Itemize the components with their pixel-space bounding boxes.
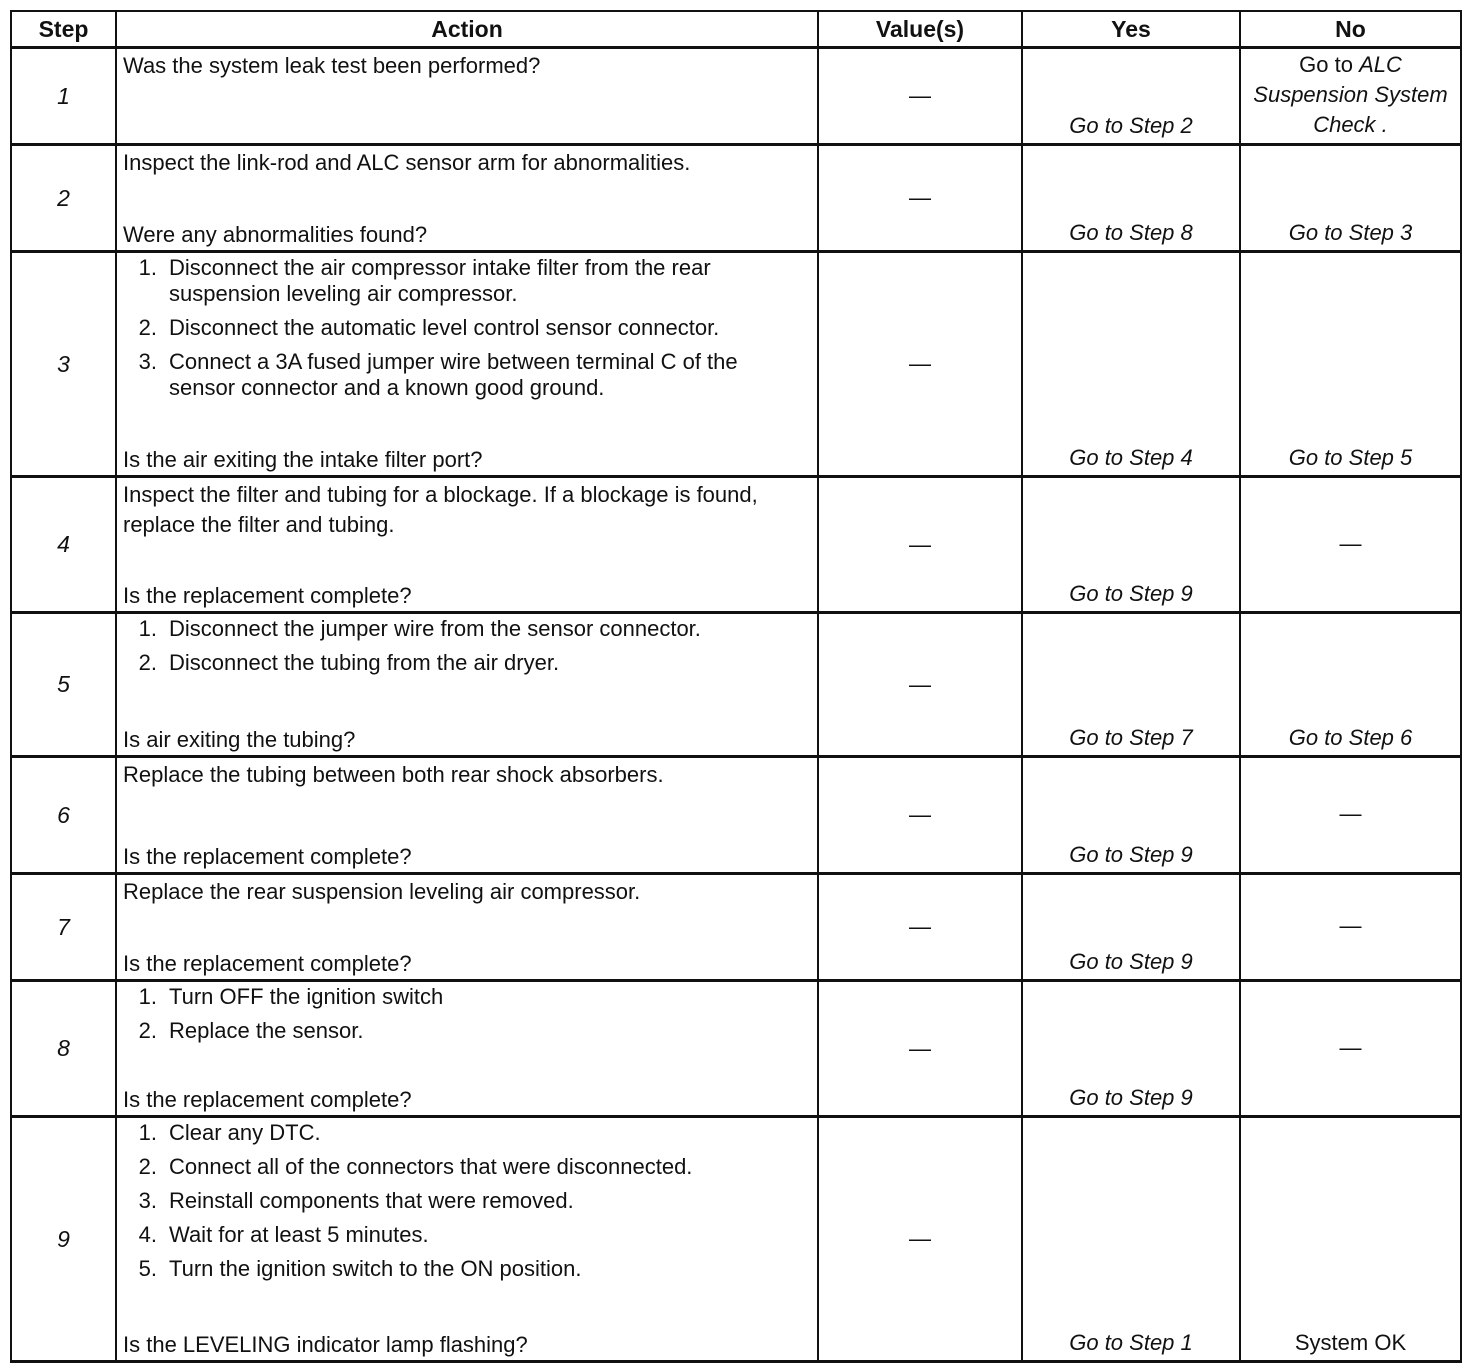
action-step-item [138, 650, 809, 676]
action-step-number: 1. [138, 616, 157, 641]
action-step-item [138, 1188, 809, 1214]
action-step-number: 5. [138, 1256, 157, 1281]
action-question: Is the air exiting the intake filter port? [123, 447, 483, 472]
action-step-text: Turn OFF the ignition switch [169, 984, 444, 1009]
action-steps-list [123, 984, 809, 1044]
action-step-text: Replace the sensor. [169, 1018, 364, 1043]
action-step-item [138, 984, 809, 1010]
action-content [117, 146, 817, 250]
action-step-number: 2. [138, 315, 157, 340]
value-cell: — [818, 613, 1022, 757]
action-instruction: Replace the tubing between both rear shock absorbers. [123, 762, 664, 787]
step-number: 3 [11, 252, 116, 477]
action-step-text: Disconnect the automatic level control sensor connector. [169, 315, 720, 340]
action-step-number: 2. [138, 650, 157, 675]
action-step-number: 3. [138, 1188, 157, 1213]
table-row [11, 1117, 1461, 1362]
yes-action: Go to Step 1 [1022, 1117, 1240, 1362]
step-number: 2 [11, 145, 116, 252]
action-cell [116, 252, 818, 477]
action-step-number: 1. [138, 1120, 157, 1145]
no-action: Go to Step 6 [1240, 613, 1461, 757]
table-row [11, 477, 1461, 613]
value-cell: — [818, 48, 1022, 145]
table-body [11, 48, 1461, 1362]
value-cell: — [818, 1117, 1022, 1362]
action-step-item [138, 255, 809, 307]
step-number: 5 [11, 613, 116, 757]
action-content [117, 1118, 817, 1360]
table-row [11, 145, 1461, 252]
action-question: Is the replacement complete? [123, 951, 412, 976]
action-body [123, 51, 809, 81]
step-number: 4 [11, 477, 116, 613]
action-step-item [138, 349, 809, 401]
action-step-number: 2. [138, 1018, 157, 1043]
value-cell: — [818, 981, 1022, 1117]
action-step-number: 1. [138, 255, 157, 280]
action-cell [116, 981, 818, 1117]
no-action: Go to Step 3 [1240, 145, 1461, 252]
action-cell [116, 1117, 818, 1362]
step-number: 9 [11, 1117, 116, 1362]
value-cell: — [818, 477, 1022, 613]
no-action: — [1240, 981, 1461, 1117]
value-cell: — [818, 757, 1022, 874]
step-number: 7 [11, 874, 116, 981]
value-cell: — [818, 252, 1022, 477]
action-cell [116, 145, 818, 252]
action-step-text: Clear any DTC. [169, 1120, 321, 1145]
step-number: 1 [11, 48, 116, 145]
diagnostic-table [10, 10, 1462, 1363]
action-step-text: Disconnect the air compressor intake filter from the rear suspension leveling air compressor. [169, 255, 711, 306]
value-cell: — [818, 145, 1022, 252]
action-steps-list [123, 1120, 809, 1282]
action-step-number: 4. [138, 1222, 157, 1247]
action-step-item [138, 1120, 809, 1146]
action-question: Is the replacement complete? [123, 1087, 412, 1112]
action-steps-list [123, 616, 809, 676]
action-content [117, 614, 817, 755]
no-action-prefix: Go to [1299, 52, 1360, 77]
no-action: — [1240, 874, 1461, 981]
no-action [1240, 1117, 1461, 1362]
action-body [123, 984, 809, 1044]
diagnostic-procedure-sheet [10, 10, 1460, 1363]
action-step-text: Reinstall components that were removed. [169, 1188, 574, 1213]
action-step-item [138, 315, 809, 341]
header-step: Step [11, 11, 116, 48]
yes-action: Go to Step 9 [1022, 981, 1240, 1117]
value-cell: — [818, 874, 1022, 981]
action-step-text: Disconnect the jumper wire from the sensor connector. [169, 616, 701, 641]
action-body [123, 480, 809, 540]
action-step-number: 3. [138, 349, 157, 374]
action-instruction: Was the system leak test been performed? [123, 53, 541, 78]
action-question: Is the LEVELING indicator lamp flashing? [123, 1332, 528, 1357]
header-no: No [1240, 11, 1461, 48]
action-body [123, 877, 809, 907]
action-question: Is the replacement complete? [123, 844, 412, 869]
yes-action: Go to Step 9 [1022, 874, 1240, 981]
action-step-item [138, 1154, 809, 1180]
action-step-number: 2. [138, 1154, 157, 1179]
header-yes: Yes [1022, 11, 1240, 48]
table-row [11, 252, 1461, 477]
action-question: Were any abnormalities found? [123, 222, 428, 247]
action-step-item [138, 616, 809, 642]
table-row [11, 757, 1461, 874]
action-instruction: Inspect the filter and tubing for a blockage. If a blockage is found, replace the filter and tubing. [123, 482, 758, 537]
action-cell [116, 613, 818, 757]
action-step-text: Turn the ignition switch to the ON position. [169, 1256, 582, 1281]
table-row [11, 981, 1461, 1117]
action-content [117, 253, 817, 475]
action-cell [116, 48, 818, 145]
action-content [117, 49, 817, 143]
action-body [123, 255, 809, 401]
action-step-number: 1. [138, 984, 157, 1009]
action-step-text: Disconnect the tubing from the air dryer. [169, 650, 560, 675]
action-step-item [138, 1256, 809, 1282]
no-action-text: System OK [1294, 1330, 1407, 1355]
action-content [117, 875, 817, 979]
yes-action: Go to Step 9 [1022, 477, 1240, 613]
table-row [11, 874, 1461, 981]
table-row [11, 48, 1461, 145]
action-question: Is the replacement complete? [123, 583, 412, 608]
yes-action: Go to Step 9 [1022, 757, 1240, 874]
action-step-text: Wait for at least 5 minutes. [169, 1222, 429, 1247]
no-action [1240, 48, 1461, 145]
action-instruction: Replace the rear suspension leveling air compressor. [123, 879, 641, 904]
action-content [117, 758, 817, 872]
step-number: 6 [11, 757, 116, 874]
action-instruction: Inspect the link-rod and ALC sensor arm for abnormalities. [123, 150, 691, 175]
no-action: — [1240, 757, 1461, 874]
action-step-item [138, 1222, 809, 1248]
action-cell [116, 757, 818, 874]
action-step-text: Connect all of the connectors that were disconnected. [169, 1154, 693, 1179]
action-body [123, 760, 809, 790]
action-steps-list [123, 255, 809, 401]
no-action: Go to Step 5 [1240, 252, 1461, 477]
action-step-text: Connect a 3A fused jumper wire between terminal C of the sensor connector and a known good ground. [169, 349, 738, 400]
action-content [117, 982, 817, 1115]
yes-action: Go to Step 7 [1022, 613, 1240, 757]
action-cell [116, 477, 818, 613]
yes-action: Go to Step 8 [1022, 145, 1240, 252]
header-values: Value(s) [818, 11, 1022, 48]
header-action: Action [116, 11, 818, 48]
yes-action: Go to Step 2 [1022, 48, 1240, 145]
action-body [123, 148, 809, 178]
action-body [123, 1120, 809, 1282]
action-content [117, 478, 817, 611]
no-action: — [1240, 477, 1461, 613]
action-body [123, 616, 809, 676]
step-number: 8 [11, 981, 116, 1117]
action-question: Is air exiting the tubing? [123, 727, 356, 752]
header-row [11, 11, 1461, 48]
no-action-target: ALC Suspension System Check . [1253, 52, 1448, 137]
action-cell [116, 874, 818, 981]
yes-action: Go to Step 4 [1022, 252, 1240, 477]
action-step-item [138, 1018, 809, 1044]
table-row [11, 613, 1461, 757]
